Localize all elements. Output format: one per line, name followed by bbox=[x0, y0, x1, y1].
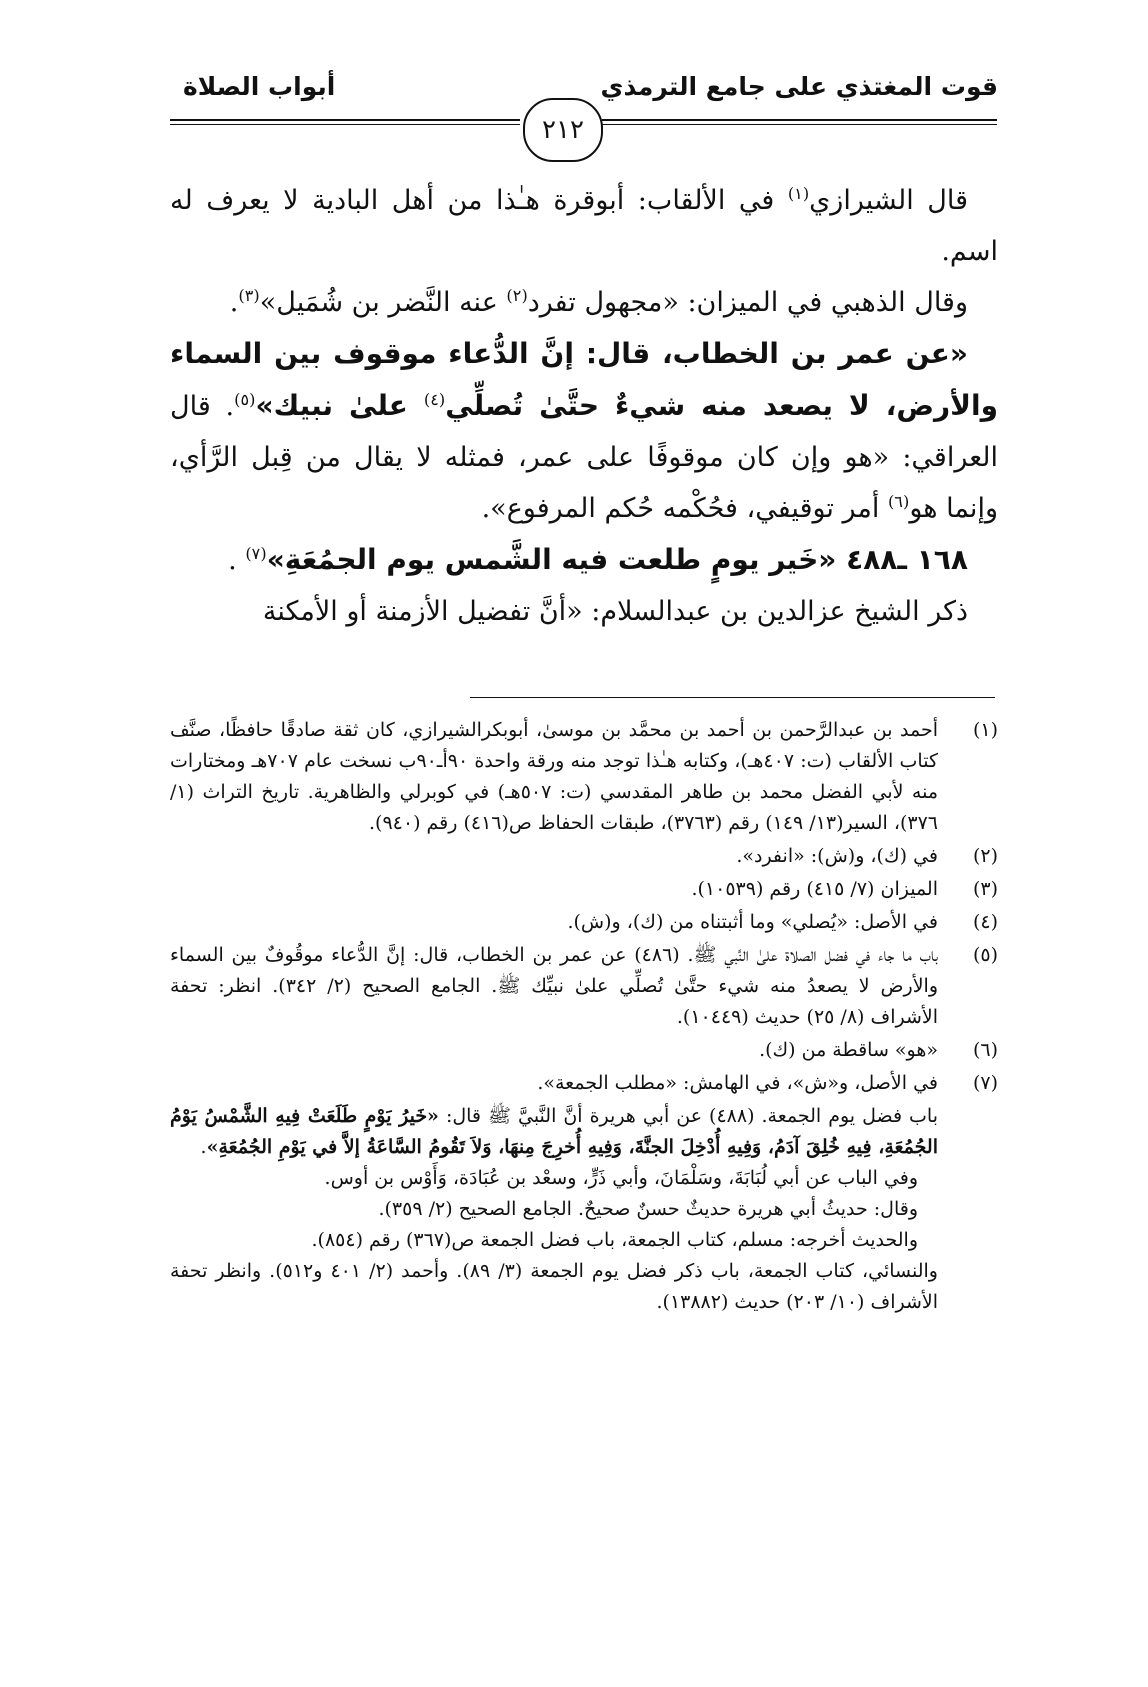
footnote-number: (٤) bbox=[972, 911, 998, 933]
paragraph-2 bbox=[170, 277, 998, 328]
footnote-number: (٧) bbox=[972, 1072, 998, 1094]
footnote-number: (٣) bbox=[972, 878, 998, 900]
footnote-5 bbox=[170, 940, 998, 1033]
footnote-3 bbox=[170, 874, 998, 905]
footnote-number: (٦) bbox=[972, 1039, 998, 1061]
footnote-7 bbox=[170, 1068, 998, 1099]
hadith-text: علىٰ نبيك» bbox=[255, 389, 424, 422]
paragraph-1 bbox=[170, 175, 998, 277]
footnote-2 bbox=[170, 841, 998, 872]
footnote-text: في (ك)، و(ش): «انفرد». bbox=[736, 845, 938, 867]
footnote-text: الميزان (٧/ ٤١٥) رقم (١٠٥٣٩). bbox=[691, 878, 938, 900]
footnote-number: (٢) bbox=[972, 845, 998, 867]
footnote-separator bbox=[470, 697, 995, 698]
text-span: وقال الذهبي في الميزان: «مجهول تفرد bbox=[527, 287, 968, 318]
header-rule-left-thin bbox=[170, 124, 520, 125]
footnote-number: (١) bbox=[972, 719, 998, 741]
text-span: . bbox=[229, 287, 239, 318]
page-number: ٢١٢ bbox=[523, 98, 603, 162]
footnote-ref[interactable]: (١) bbox=[787, 184, 810, 203]
header-rule-right-thin bbox=[602, 124, 997, 125]
footnote-6 bbox=[170, 1035, 998, 1066]
footnote-ref[interactable]: (٧) bbox=[245, 544, 267, 563]
paragraph-5: ذكر الشيخ عزالدين بن عبدالسلام: «أنَّ تفضيل الأزمنة أو الأمكنة bbox=[262, 596, 968, 627]
footnote-7-line-2: وقال: حديثُ أبي هريرة حديثٌ حسنٌ صحيحٌ. الجامع الصحيح (٢/ ٣٥٩). bbox=[378, 1198, 918, 1220]
footnote-1 bbox=[170, 715, 998, 839]
footnote-text: أحمد بن عبدالرَّحمن بن أحمد بن محمَّد بن موسىٰ، أبوبكرالشيرازي، كان ثقة صادقًا حافظًا، صنَّف كتاب الألقاب (ت: ٤٠٧هـ)، وكتابه هـٰذا توجد منه ورقة واحدة ٩٠أـ٩٠ب نسخت عام ٧٠٧هـ ومختارات منه لأبي الفضل محمد بن طاهر المقدسي (ت: ٥٠٧هـ) في كوبرلي والظاهرية. تاريخ التراث (١/ ٣٧٦)، السير(١٣/ ١٤٩) رقم (٣٧٦٣)، طبقات الحفاظ ص(٤١٦) رقم (٩٤٠). bbox=[170, 719, 939, 834]
footnote-7-hadith bbox=[170, 1101, 998, 1163]
text-span: أمر توقيفي، فحُكْمه حُكم المرفوع». bbox=[481, 493, 888, 524]
footnote-number: (٥) bbox=[972, 944, 998, 966]
text-span: عنه النَّضر بن شُمَيل» bbox=[259, 287, 507, 318]
text-span: . bbox=[200, 1136, 207, 1158]
text-span: في الألقاب: أبوقرة هـٰذا من أهل البادية لا يعرف له اسم. bbox=[170, 185, 998, 267]
header-rule-right bbox=[602, 119, 997, 121]
footnote-7-line-4: والنسائي، كتاب الجمعة، باب ذكر فضل يوم الجمعة (٣/ ٨٩). وأحمد (٢/ ٤٠١ و٥١٢). وانظر تحفة الأشراف (١٠/ ٢٠٣) حديث (١٣٨٨٢). bbox=[170, 1260, 938, 1313]
footnotes bbox=[170, 715, 998, 1318]
main-text bbox=[170, 175, 998, 637]
hadith-text: «عن عمر بن الخطاب، قال: إنَّ الدُّعاء موقوف بين السماء والأرض، لا يصعد منه شيءٌ حتَّىٰ تُصلِّي bbox=[170, 337, 998, 422]
text-span: باب فضل يوم الجمعة. (٤٨٨) عن أبي هريرة أنَّ النَّبيَّ ﷺ قال: bbox=[438, 1105, 938, 1127]
footnote-text: «هو» ساقطة من (ك). bbox=[759, 1039, 938, 1061]
text-span: قال الشيرازي bbox=[809, 185, 968, 216]
header-rule-left bbox=[170, 119, 520, 121]
footnote-ref[interactable]: (٢) bbox=[506, 286, 528, 305]
paragraph-4 bbox=[170, 534, 998, 586]
footnote-ref[interactable]: (٥) bbox=[234, 390, 256, 409]
footnote-7-line-3: والحديث أخرجه: مسلم، كتاب الجمعة، باب فضل الجمعة ص(٣٦٧) رقم (٨٥٤). bbox=[311, 1229, 918, 1251]
footnote-7-line-1: وفي الباب عن أبي لُبَابَةَ، وسَلْمَانَ، وأبي ذَرٍّ، وسعْد بن عُبَادَة، وَأَوْس بن أوس. bbox=[324, 1167, 918, 1189]
book-title: قوت المغتذي على جامع الترمذي bbox=[600, 72, 998, 101]
footnote-text: باب ما جاء في فضل الصلاة علىٰ النَّبي ﷺ. (٤٨٦) عن عمر بن الخطاب، قال: إنَّ الدُّعاء موقُوفٌ بين السماء والأرض لا يصعدُ منه شيء حتَّىٰ تُصلِّي علىٰ نبيِّك ﷺ. الجامع الصحيح (٢/ ٣٤٢). انظر: تحفة الأشراف (٨/ ٢٥) حديث (١٠٤٤٩). bbox=[170, 944, 938, 1028]
hadith-heading: ١٦٨ ـ٤٨٨ «خَير يومٍ طلعت فيه الشَّمس يوم الجمُعَةِ» bbox=[266, 543, 968, 576]
footnote-ref[interactable]: (٦) bbox=[887, 492, 910, 511]
section-title: أبواب الصلاة bbox=[183, 72, 336, 101]
footnote-text: في الأصل: «يُصلي» وما أثبتناه من (ك)، و(ش). bbox=[567, 911, 938, 933]
footnote-ref[interactable]: (٣) bbox=[238, 286, 260, 305]
hadith-text: «خَيرُ يَوْمٍ طَلَعَتْ فِيهِ الشَّمْسُ يَوْمُ الجُمُعَةِ، فِيهِ خُلِقَ آدَمُ، وَفِيهِ أُدْخِلَ الجنَّةَ، وَفِيهِ أُخرِجَ مِنهَا، وَلاَ تَقُومُ السَّاعَةُ إلاَّ في يَوْمِ الجُمُعَةِ» bbox=[170, 1105, 938, 1158]
text-span: . قال العراقي: «هو وإن كان موقوفًا على عمر، فمثله لا يقال من قِبل الرَّأي، وإنما هو bbox=[170, 391, 998, 524]
paragraph-3 bbox=[170, 328, 998, 534]
footnote-4 bbox=[170, 907, 998, 938]
text-span: . bbox=[228, 545, 246, 576]
footnote-ref[interactable]: (٤) bbox=[423, 390, 446, 409]
footnote-text: في الأصل، و«ش»، في الهامش: «مطلب الجمعة». bbox=[537, 1072, 938, 1094]
